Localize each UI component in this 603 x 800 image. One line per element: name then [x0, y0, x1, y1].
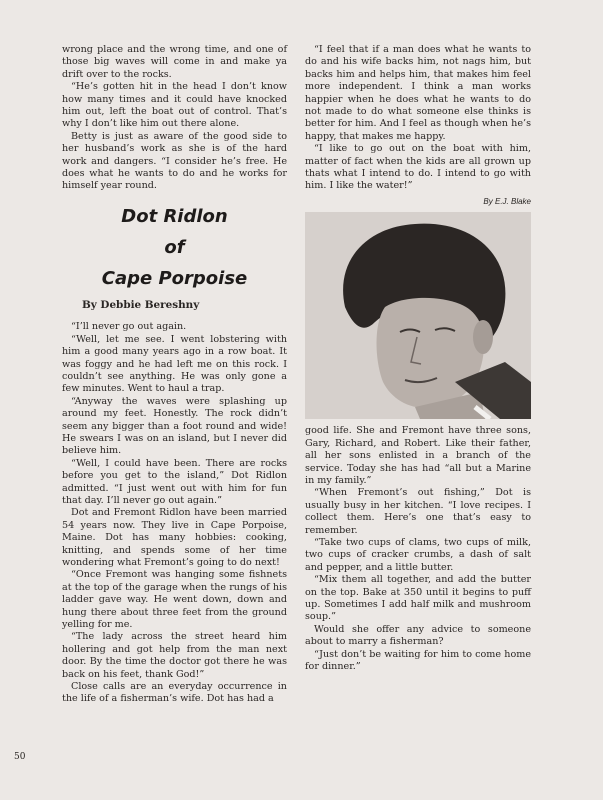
left-column: [62, 44, 287, 706]
paragraph: “I’ll never go out again.: [71, 321, 187, 333]
paragraph: “Well, I could have been. There are rocks before you get to the island,” Dot Ridlon admitted. “I just went out with him for fun that day. I’ll never go out again.”: [62, 457, 287, 506]
paragraph: Close calls are an everyday occurrence in the life of a fisherman’s wife. Dot has had a: [62, 681, 287, 705]
paragraph: “Just don’t be waiting for him to come home for dinner.”: [305, 648, 531, 672]
paragraph: good life. She and Fremont have three sons, Gary, Richard, and Robert. Like their father, all her sons enlisted in a branch of the service. Today she has had “all but a Marine in my family.”: [305, 425, 531, 486]
paragraph: “Mix them all together, and add the butter on the top. Bake at 350 until it begins to puff up. Sometimes I add half milk and mushroom soup.”: [305, 574, 531, 623]
portrait-illustration: [305, 212, 531, 419]
page-number: 50: [14, 752, 26, 762]
title-line-2: of: [164, 236, 185, 258]
title-line-1: Dot Ridlon: [121, 205, 228, 227]
paragraph: “Anyway the waves were splashing up around my feet. Honestly. The rock didn’t seem any bigger than a foot round and wide! He swears I was on an island, but I never did believe him.: [62, 395, 287, 457]
paragraph: “Take two cups of clams, two cups of milk, two cups of cracker crumbs, a dash of salt and pepper, and a little butter.: [305, 536, 531, 573]
paragraph: “When Fremont’s out fishing,” Dot is usually busy in her kitchen. “I love recipes. I collect them. Here’s one that’s easy to remember.: [305, 487, 531, 536]
photo-credit: By E.J. Blake: [483, 196, 531, 206]
paragraph: Dot and Fremont Ridlon have been married 54 years now. They live in Cape Porpoise, Maine. Dot has many hobbies: cooking, knitting, and spends some of her time wondering what Fremont’s going to do next!: [62, 507, 287, 568]
paragraph: “I feel that if a man does what he wants to do and his wife backs him, not nags him, but backs him and helps him, that makes him feel more independent. I think a man works happier when he does what he wants to do not made to do what someone else thinks is better for him. And I feel as though when he’s happy, that makes me happy.: [305, 44, 531, 142]
title-line-3: Cape Porpoise: [101, 267, 248, 289]
paragraph: “Well, let me see. I went lobstering with him a good many years ago in a row boat. It was foggy and he had left me on this rock. I couldn’t see anything. He was only gone a few minutes. Went to haul a trap.: [62, 333, 287, 395]
right-column: [305, 44, 531, 673]
article-title: [62, 206, 287, 289]
paragraph: “The lady across the street heard him hollering and got help from the man next door. By the time the doctor got there he was back on his feet, thank God!”: [62, 631, 287, 680]
paragraph: Would she offer any advice to someone about to marry a fisherman?: [305, 623, 531, 648]
paragraph: “He’s gotten hit in the head I don’t know how many times and it could have knocked him out, left the boat out of control. That’s why I don’t like him out there alone.: [62, 81, 287, 130]
paragraph: “Once Fremont was hanging some fishnets at the top of the garage when the rungs of his ladder gave way. He went down, down and hung there about three feet from the ground yelling for me.: [62, 569, 287, 631]
portrait-photo: [305, 212, 531, 419]
byline: By Debbie Bereshny: [82, 298, 200, 311]
paragraph: Betty is just as aware of the good side to her husband’s work as she is of the hard work and dangers. “I consider he’s free. He does what he wants to do and he works for himself year round.: [62, 130, 287, 192]
paragraph: wrong place and the wrong time, and one of those big waves will come in and make ya drift over to the rocks.: [62, 44, 287, 80]
paragraph: “I like to go out on the boat with him, matter of fact when the kids are all grown up thats what I intend to do. I intend to go with him. I like the water!”: [305, 143, 531, 192]
